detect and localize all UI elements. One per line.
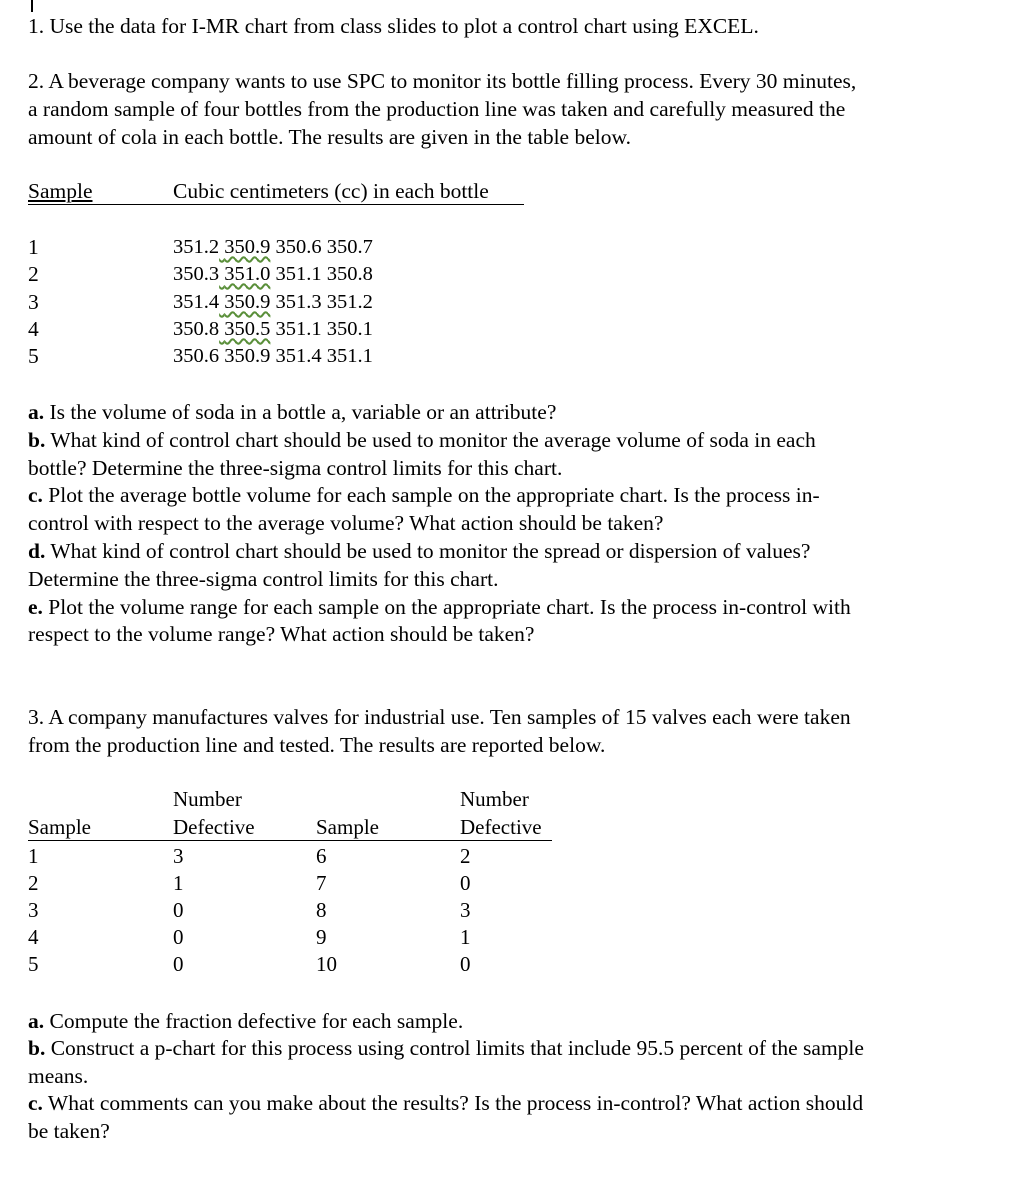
q2-part-c-line-2: control with respect to the average volume? What action should be taken?: [28, 511, 664, 535]
table-header-defective-right: Defective: [460, 815, 542, 839]
q3-part-c: c. What comments can you make about the results? Is the process in-control? What action should: [28, 1091, 864, 1115]
table-row-values: 351.4 350.9 351.3 351.2: [173, 291, 373, 313]
question-2-intro-line-2: a random sample of four bottles from the production line was taken and carefully measured the: [28, 97, 846, 121]
q3-part-c-line-2: be taken?: [28, 1119, 110, 1143]
table-cell-defective: 3: [173, 844, 184, 868]
q2-part-d: d. What kind of control chart should be used to monitor the spread or dispersion of values?: [28, 539, 811, 563]
table-header-sample-left: Sample: [28, 815, 91, 839]
table-cell-defective: 0: [173, 898, 184, 922]
table-cell-sample: 2: [28, 871, 39, 895]
table-cell-defective: 1: [460, 925, 471, 949]
question-1: 1. Use the data for I-MR chart from class slides to plot a control chart using EXCEL.: [28, 14, 759, 38]
table-row-values: 350.3 351.0 351.1 350.8: [173, 263, 373, 285]
table-row-sample: 2: [28, 262, 39, 286]
table-cell-sample: 6: [316, 844, 327, 868]
q2-part-e-line-2: respect to the volume range? What action should be taken?: [28, 622, 535, 646]
table-row-sample: 5: [28, 344, 39, 368]
q2-part-b-line-2: bottle? Determine the three-sigma control limits for this chart.: [28, 456, 563, 480]
table-header-defective-left: Defective: [173, 815, 255, 839]
question-3-intro-line-2: from the production line and tested. The results are reported below.: [28, 733, 606, 757]
table-cell-defective: 0: [173, 952, 184, 976]
table-cell-sample: 4: [28, 925, 39, 949]
table-cell-sample: 7: [316, 871, 327, 895]
question-3-intro-line-1: 3. A company manufactures valves for industrial use. Ten samples of 15 valves each were taken: [28, 705, 851, 729]
table-cell-defective: 0: [173, 925, 184, 949]
table-cell-defective: 1: [173, 871, 184, 895]
table-row-sample: 1: [28, 235, 39, 259]
table-row-values: 350.6 350.9 351.4 351.1: [173, 345, 373, 367]
table-cell-sample: 9: [316, 925, 327, 949]
table-header-rule: [28, 204, 524, 205]
question-2-intro-line-3: amount of cola in each bottle. The results are given in the table below.: [28, 125, 631, 149]
table-cell-defective: 0: [460, 871, 471, 895]
text-cursor: [31, 0, 33, 12]
table-header-values: Cubic centimeters (cc) in each bottle: [173, 179, 489, 203]
q3-part-b-line-2: means.: [28, 1064, 89, 1088]
table-row-values: 351.2 350.9 350.6 350.7: [173, 236, 373, 258]
table-header-sample: Sample: [28, 179, 93, 203]
table-cell-sample: 1: [28, 844, 39, 868]
table-row-sample: 3: [28, 290, 39, 314]
table-cell-sample: 8: [316, 898, 327, 922]
table-header-rule: [28, 840, 552, 841]
table-header-sample-right: Sample: [316, 815, 379, 839]
table-cell-sample: 5: [28, 952, 39, 976]
q2-part-b: b. What kind of control chart should be used to monitor the average volume of soda in each: [28, 428, 816, 452]
q3-part-a: a. Compute the fraction defective for each sample.: [28, 1009, 464, 1033]
table-cell-defective: 0: [460, 952, 471, 976]
table-cell-sample: 3: [28, 898, 39, 922]
q2-part-d-line-2: Determine the three-sigma control limits for this chart.: [28, 567, 499, 591]
table-cell-defective: 3: [460, 898, 471, 922]
table-row-sample: 4: [28, 317, 39, 341]
q2-part-e: e. Plot the volume range for each sample on the appropriate chart. Is the process in-control with: [28, 595, 851, 619]
table-cell-defective: 2: [460, 844, 471, 868]
table-cell-sample: 10: [316, 952, 337, 976]
table-row-values: 350.8 350.5 351.1 350.1: [173, 318, 373, 340]
q2-part-c: c. Plot the average bottle volume for each sample on the appropriate chart. Is the process in-: [28, 483, 820, 507]
q2-part-a: a. Is the volume of soda in a bottle a, variable or an attribute?: [28, 400, 557, 424]
table-header-number-right: Number: [460, 787, 529, 811]
table-header-number-left: Number: [173, 787, 242, 811]
question-2-intro-line-1: 2. A beverage company wants to use SPC to monitor its bottle filling process. Every 30 minutes,: [28, 69, 857, 93]
q3-part-b: b. Construct a p-chart for this process using control limits that include 95.5 percent of the sample: [28, 1036, 864, 1060]
